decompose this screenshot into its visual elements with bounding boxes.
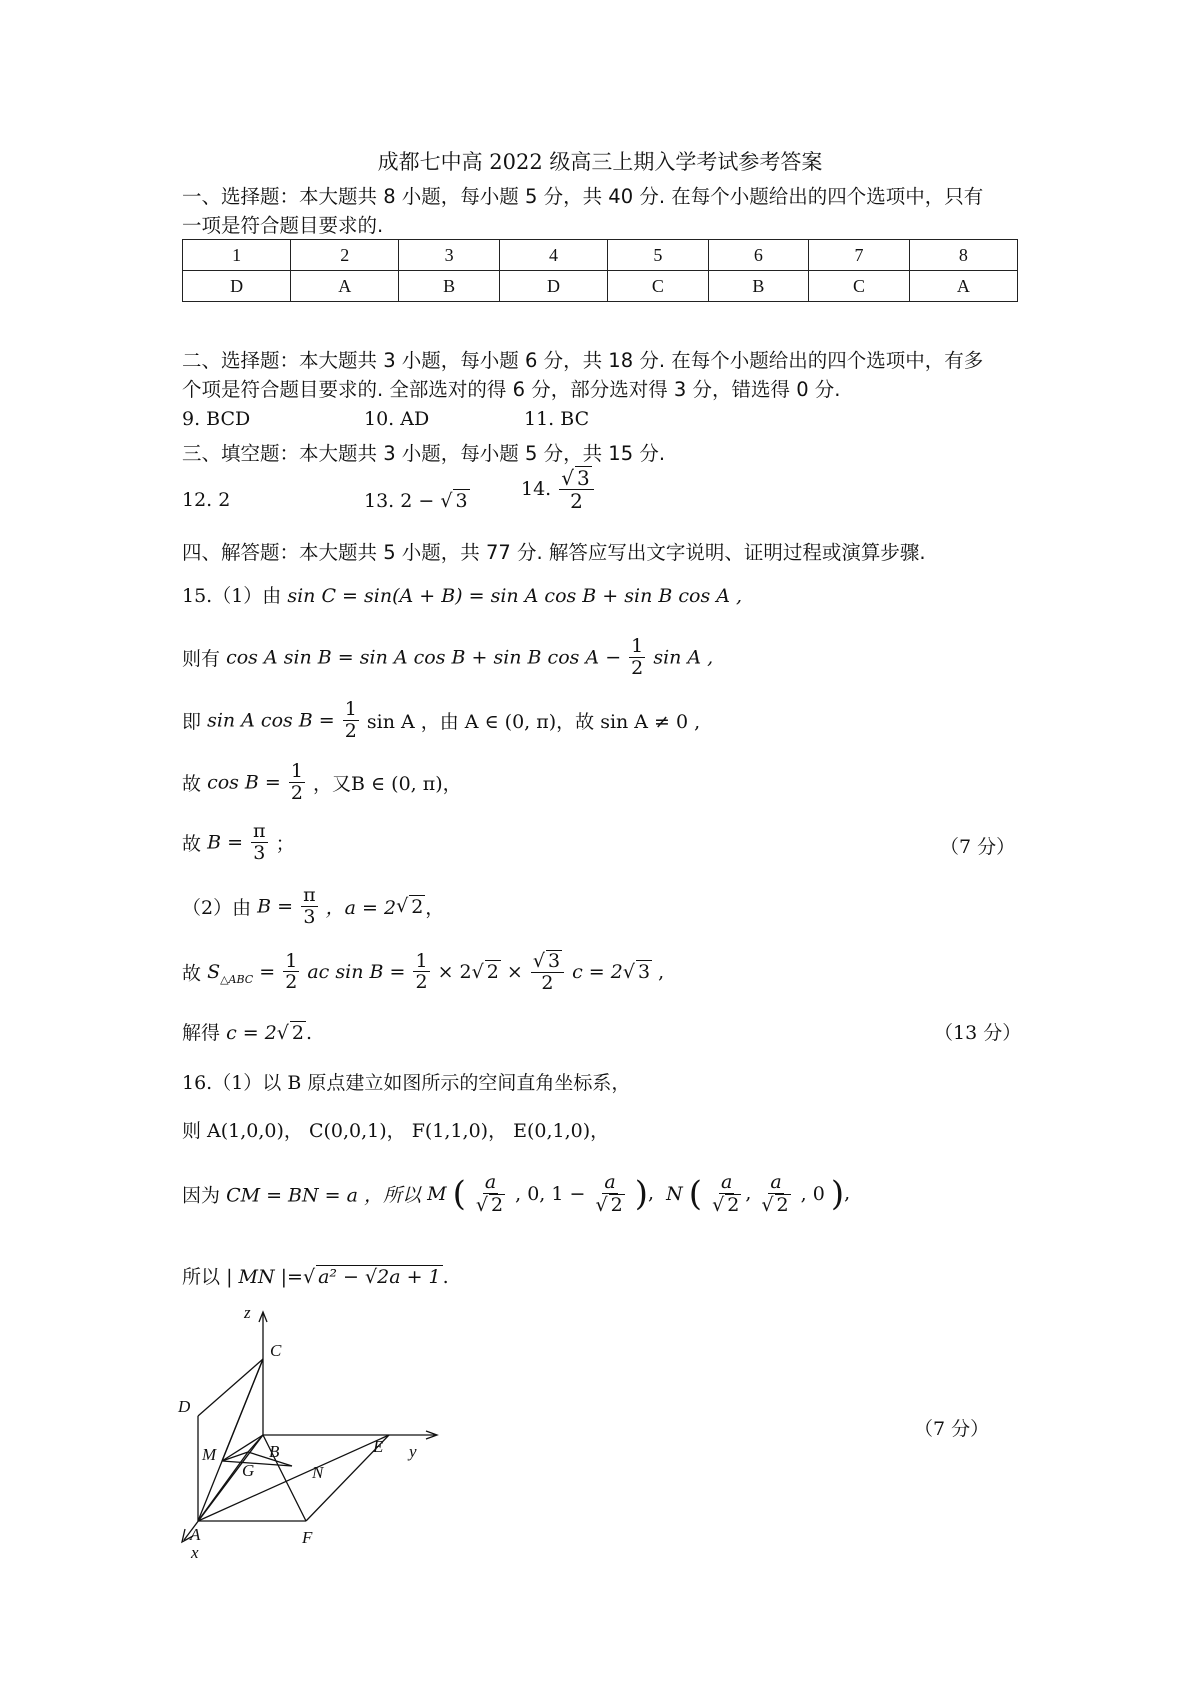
section3-heading: 三、填空题：本大题共 3 小题，每小题 5 分，共 15 分. (182, 442, 666, 465)
label: 故 (182, 832, 202, 855)
expr-tail: ，又B ∈ (0, π)， (313, 772, 462, 795)
equals: = (259, 960, 276, 983)
answer-table (182, 239, 1018, 302)
label-B: B (269, 1442, 280, 1461)
sqrt-symbol (761, 1194, 773, 1216)
expr: sin A cos B = (207, 709, 335, 732)
denominator: 2 (285, 971, 298, 994)
answer-q9: 9. BCD (182, 408, 251, 430)
sqrt-symbol (472, 961, 484, 983)
q13-radicand: 3 (455, 490, 468, 512)
table-cell: 1 (183, 240, 291, 271)
sqrt-symbol (396, 895, 408, 917)
label-D: D (178, 1397, 191, 1416)
radicand: 2 (291, 1022, 304, 1044)
sqrt-symbol (595, 1194, 607, 1216)
denominator: 3 (253, 841, 266, 864)
q15-line4 (182, 761, 462, 804)
radicand: 3 (637, 961, 651, 984)
q13-prefix: 2 − (400, 490, 435, 512)
denominator: 2 (610, 1193, 623, 1216)
table-cell: 6 (708, 240, 809, 271)
label-G: G (242, 1461, 255, 1480)
expr: B = (257, 895, 294, 918)
numerator: 1 (631, 635, 644, 657)
expr-tail: sin A , (653, 646, 714, 669)
denominator: 2 (541, 971, 554, 994)
answer-q11: 11. BC (524, 408, 590, 430)
label-C: C (270, 1341, 282, 1360)
q15-area-line (182, 950, 664, 994)
section4-heading: 四、解答题：本大题共 5 小题，共 77 分. 解答应写出文字说明、证明过程或演算步骤. (182, 541, 926, 564)
area-subscript: △ABC (220, 972, 254, 986)
label-M: M (202, 1445, 217, 1464)
segment-BM (222, 1435, 263, 1461)
table-cell: 5 (608, 240, 709, 271)
q16-score: （7 分） (914, 1418, 990, 1440)
punct: . (306, 1022, 313, 1044)
punct: , (652, 960, 665, 983)
section1-heading-line1: 一、选择题：本大题共 8 小题，每小题 5 分，共 40 分. 在每个小题给出的四个选项中，只有 (182, 185, 984, 208)
numerator: π (303, 884, 316, 906)
q15-score-part2: （13 分） (934, 1022, 1022, 1044)
numerator: a (604, 1171, 616, 1193)
sqrt-symbol (623, 961, 635, 983)
expr: c = 2 (572, 960, 623, 983)
table-cell: 8 (909, 240, 1017, 271)
label-y: y (409, 1442, 417, 1461)
table-cell: 3 (399, 240, 500, 271)
q15-solve-line (182, 1018, 312, 1045)
section1-heading-line2: 一项是符合题目要求的. (182, 214, 384, 237)
table-cell: C (608, 271, 709, 302)
denominator: 2 (776, 1193, 789, 1216)
table-row-answers (183, 271, 1018, 302)
label: 解得 (182, 1022, 221, 1044)
expr-tail: sin A ，由 A ∈ (0, π)，故 sin A ≠ 0 , (366, 710, 701, 733)
q16-line2: 则 A(1,0,0)， C(0,0,1)， F(1,1,0)， E(0,1,0)， (182, 1120, 610, 1142)
numerator: a (770, 1171, 782, 1193)
section2-heading-line2: 个项是符合题目要求的. 全部选对的得 6 分，部分选对得 3 分，错选得 0 分. (182, 378, 841, 401)
expr: CM = BN = a ，所以 (226, 1184, 422, 1207)
q15-line3 (182, 699, 700, 742)
point-M: M (427, 1182, 447, 1205)
table-cell: A (909, 271, 1017, 302)
sqrt-symbol (476, 1194, 488, 1216)
sqrt-symbol (440, 490, 452, 512)
punct: . (442, 1266, 449, 1288)
section2-heading-line1: 二、选择题：本大题共 3 小题，每小题 6 分，共 18 分. 在每个小题给出的四个选项中，有多 (182, 349, 984, 372)
q14-denominator: 2 (570, 489, 583, 513)
expr: c = 2 (226, 1022, 277, 1044)
coord-text: , 0 (800, 1182, 825, 1205)
label-E: E (373, 1437, 384, 1456)
punct: ， (425, 896, 445, 919)
segment-MN (222, 1461, 292, 1466)
q13-label: 13. (364, 490, 395, 512)
expr: B = (207, 831, 243, 854)
expr: ac sin B = (307, 960, 406, 983)
q15-score-part1: （7 分） (940, 836, 1016, 858)
label-z: z (244, 1303, 251, 1322)
table-cell: B (399, 271, 500, 302)
expr-tail: ； (275, 832, 295, 855)
sqrt-symbol (277, 1022, 289, 1044)
numerator: a (721, 1171, 733, 1193)
denominator: 2 (415, 971, 428, 994)
coordinate-figure (176, 1300, 446, 1560)
sqrt-symbol (303, 1266, 315, 1288)
numerator: 1 (290, 760, 303, 782)
label: 故 (182, 772, 202, 795)
point-N: N (666, 1182, 683, 1205)
edge-CD (198, 1359, 263, 1416)
numerator: 1 (415, 949, 428, 972)
numerator: 1 (285, 949, 298, 972)
numerator: π (253, 820, 266, 842)
q15-label: 15.（1）由 (182, 585, 282, 607)
label-N: N (312, 1463, 324, 1482)
q15-part2-line (182, 885, 444, 928)
answer-q12: 12. 2 (182, 489, 231, 511)
label-x: x (191, 1543, 199, 1560)
q15-line2 (182, 636, 713, 679)
sqrt-symbol (712, 1194, 724, 1216)
answer-q14 (521, 466, 596, 512)
q16-line1: 16.（1）以 B 原点建立如图所示的空间直角坐标系， (182, 1072, 631, 1094)
expr: | MN |= (226, 1266, 303, 1288)
expr-tail: ，a = 2 (325, 896, 397, 919)
denominator: 2 (491, 1193, 504, 1216)
sqrt-symbol (561, 466, 574, 490)
expr: × 2 (437, 960, 472, 983)
table-cell: B (708, 271, 809, 302)
label-F: F (302, 1528, 313, 1547)
table-cell: A (291, 271, 399, 302)
q15-line1 (182, 581, 742, 608)
answer-q13 (364, 489, 470, 512)
label-A: A (190, 1525, 201, 1544)
table-cell: C (809, 271, 910, 302)
numerator: 3 (547, 950, 561, 972)
coord-text: , 0, 1 − (515, 1182, 586, 1205)
q15-line5 (182, 821, 295, 864)
label: 即 (182, 710, 202, 733)
radicand: 2 (411, 895, 424, 918)
radicand: a² − √2a + 1 (318, 1266, 441, 1288)
q15-expr1: sin C = sin(A + B) = sin A cos B + sin B cos A , (287, 585, 743, 607)
table-cell: 4 (499, 240, 607, 271)
q14-numerator: 3 (577, 466, 590, 490)
table-cell: D (183, 271, 291, 302)
radicand: 2 (486, 961, 499, 984)
table-cell: 2 (291, 240, 399, 271)
numerator: a (484, 1171, 497, 1193)
q14-label: 14. (521, 478, 552, 500)
segment-MC (222, 1359, 263, 1461)
page-title: 成都七中高 2022 级高三上期入学考试参考答案 (377, 150, 823, 174)
table-row-numbers (183, 240, 1018, 271)
table-cell: 7 (809, 240, 910, 271)
denominator: 3 (303, 905, 316, 928)
numerator: 1 (344, 698, 357, 720)
denominator: 2 (290, 781, 303, 804)
q16-line3: 因为 CM = BN = a ，所以 M ( a √ 2 , 0, 1 − a √ 2 ), N ( a √ 2 , a √ 2 , 0 ), (182, 1172, 850, 1216)
label: （2）由 (182, 896, 252, 919)
label: 则有 (182, 647, 221, 670)
expr: cos A sin B = sin A cos B + sin B cos A − (226, 646, 622, 669)
area-symbol: S (207, 960, 221, 983)
label: 故 (182, 962, 202, 985)
times: × (506, 960, 523, 983)
denominator: 2 (727, 1193, 740, 1216)
expr: cos B = (207, 771, 281, 794)
table-cell: D (499, 271, 607, 302)
q16-line4 (182, 1262, 449, 1289)
answer-q10: 10. AD (364, 408, 430, 430)
denominator: 2 (631, 656, 644, 679)
sqrt-symbol (533, 950, 545, 972)
label: 所以 (182, 1266, 221, 1288)
denominator: 2 (344, 719, 357, 742)
label: 因为 (182, 1184, 221, 1207)
